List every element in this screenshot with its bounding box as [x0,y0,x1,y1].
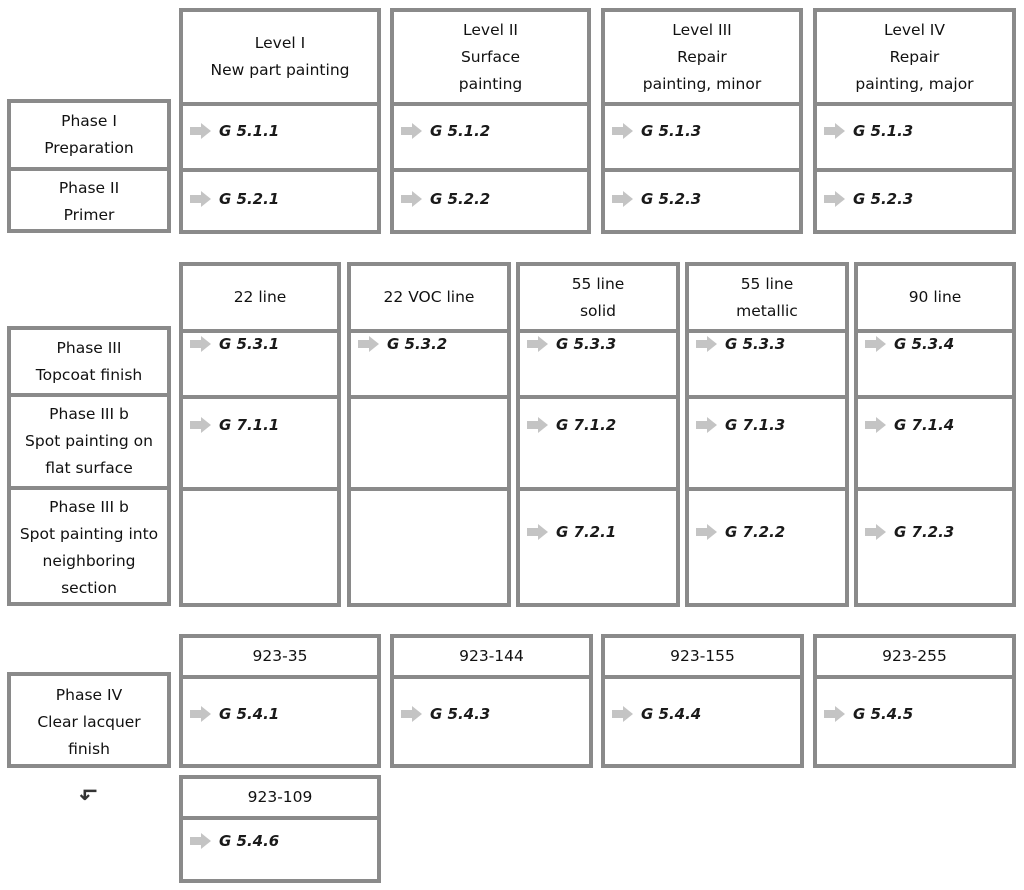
column-header [183,12,377,106]
reference-code: G 5.1.3 [641,122,702,140]
column-header-line: Level II [463,20,518,39]
matrix-cell [858,395,1012,487]
reference-code: G 7.2.2 [725,523,786,541]
column-header-line: 923-255 [882,647,947,665]
column-header-line: 923-109 [247,788,313,806]
matrix-cell [183,675,377,768]
column-header-text [253,643,308,670]
phase-label-line: section [61,579,117,597]
column-section3-4 [179,775,381,883]
reference-link[interactable] [613,705,701,723]
reference-code: G 5.1.2 [430,122,491,140]
column-section2-0 [179,262,341,607]
phase-label-line: Preparation [44,139,134,157]
right-arrow-icon [876,336,886,352]
reference-link[interactable] [528,416,616,434]
column-section1-2 [601,8,803,234]
reference-code: G 5.2.1 [219,190,280,208]
right-arrow-icon [201,336,211,352]
reference-code: G 7.1.3 [725,416,786,434]
matrix-cell [394,168,587,234]
matrix-cell [817,102,1012,168]
right-arrow-icon [835,191,845,207]
phase-label-line: Spot painting on [25,432,153,450]
reference-link[interactable] [191,832,279,850]
reference-link[interactable] [825,705,913,723]
reference-link[interactable] [191,705,279,723]
column-header-line: painting [458,74,523,93]
column-header-line: Level I [254,34,306,52]
column-section3-1 [390,634,593,768]
reference-code: G 5.2.3 [853,190,914,208]
phase-label [11,393,167,486]
reference-code: G 5.2.3 [641,190,702,208]
right-arrow-icon [538,336,548,352]
reference-link[interactable] [613,122,701,140]
matrix-cell [351,395,507,487]
reference-code: G 5.4.1 [219,705,280,723]
matrix-cell [183,487,337,607]
column-header [817,12,1012,106]
matrix-cell [520,487,676,607]
reference-link[interactable] [191,335,279,353]
reference-link[interactable] [697,523,785,541]
reference-link[interactable] [191,416,279,434]
column-header-line: Repair [677,47,727,66]
column-header-line: 22 line [233,288,287,306]
reference-code: G 5.4.5 [853,705,914,723]
reference-code: G 7.1.4 [894,416,955,434]
matrix-cell [817,168,1012,234]
phase-label-line: Primer [63,206,115,224]
reference-code: G 7.2.3 [894,523,955,541]
column-header-line: painting, minor [642,74,762,93]
column-header-line: Level IV [883,20,945,39]
right-arrow-icon [201,191,211,207]
column-header-text [459,17,523,98]
right-arrow-icon [876,524,886,540]
column-header-line: 22 VOC line [383,288,475,306]
column-header [858,266,1012,333]
column-header [183,266,337,333]
right-arrow-icon [835,706,845,722]
right-arrow-icon [876,417,886,433]
reference-link[interactable] [697,335,785,353]
phase-label [11,486,167,606]
matrix-cell [183,816,377,883]
reference-link[interactable] [191,122,279,140]
column-section3-3 [813,634,1016,768]
phase-label-line: Phase II [58,179,120,197]
right-arrow-icon [538,524,548,540]
matrix-cell [689,329,845,395]
column-header [605,12,799,106]
phase-label-line: Spot painting into [19,525,159,543]
column-header-line: 55 line [740,274,794,293]
column-header-text [384,284,475,311]
reference-link[interactable] [528,523,616,541]
reference-code: G 7.2.1 [556,523,617,541]
right-arrow-icon [369,336,379,352]
matrix-cell [394,675,589,768]
matrix-cell [351,329,507,395]
matrix-cell [689,487,845,607]
reference-code: G 5.4.6 [219,832,280,850]
reference-link[interactable] [402,190,490,208]
reference-link[interactable] [697,416,785,434]
phase-labels-section1 [7,99,171,233]
column-header-line: Repair [889,47,940,66]
phase-label [11,167,167,233]
column-header-line: 55 line [571,274,625,293]
column-header-line: metallic [736,301,798,320]
column-header [394,12,587,106]
matrix-cell [858,487,1012,607]
reference-code: G 5.3.3 [556,335,617,353]
column-header-line: 90 line [908,288,962,306]
column-section1-0 [179,8,381,234]
matrix-cell [183,168,377,234]
column-header-text [909,284,962,311]
reference-code: G 5.2.2 [430,190,491,208]
reference-link[interactable] [402,122,490,140]
column-header [605,638,800,679]
column-header-text [855,17,973,98]
column-header-text [882,643,947,670]
reference-code: G 5.4.4 [641,705,702,723]
reference-link[interactable] [825,122,913,140]
column-header-text [670,643,735,670]
phase-labels-section3 [7,672,171,768]
matrix-cell [605,675,800,768]
matrix-cell [351,487,507,607]
reference-code: G 5.4.3 [430,705,491,723]
right-arrow-icon [707,336,717,352]
column-section2-1 [347,262,511,607]
right-arrow-icon [623,123,633,139]
reference-code: G 5.3.3 [725,335,786,353]
reference-link[interactable] [866,335,954,353]
column-header-line: 923-155 [670,647,735,665]
reference-code: G 5.1.1 [219,122,280,140]
right-arrow-icon [623,191,633,207]
right-arrow-icon [201,417,211,433]
column-header-line: 923-144 [459,647,524,665]
right-arrow-icon [538,417,548,433]
column-header [394,638,589,679]
reference-link[interactable] [825,190,913,208]
reference-link[interactable] [359,335,447,353]
matrix-cell [605,168,799,234]
reference-link[interactable] [528,335,616,353]
matrix-cell [858,329,1012,395]
column-header-line: solid [579,301,616,320]
right-arrow-icon [707,524,717,540]
reference-code: G 5.1.3 [853,122,914,140]
reference-link[interactable] [866,523,954,541]
matrix-cell [394,102,587,168]
reference-link[interactable] [613,190,701,208]
hooked-arrow-icon: ↳ [74,785,100,804]
matrix-cell [520,329,676,395]
phase-label-line: Clear lacquer [37,712,141,731]
column-header-text [234,284,287,311]
matrix-cell [183,102,377,168]
matrix-cell [817,675,1012,768]
column-section2-3 [685,262,849,607]
column-section1-1 [390,8,591,234]
phase-label-line: Phase III [56,338,122,357]
right-arrow-icon [412,191,422,207]
column-header [689,266,845,333]
phase-label-line: Phase III b [49,498,129,516]
right-arrow-icon [201,123,211,139]
phase-label-line: flat surface [45,459,133,477]
phase-label-line: Phase III b [49,405,129,423]
column-section1-3 [813,8,1016,234]
column-section2-4 [854,262,1016,607]
phase-label-line: Phase IV [55,685,123,704]
reference-code: G 5.3.4 [894,335,955,353]
column-header-text [643,17,761,98]
column-header-line: New part painting [210,61,350,79]
right-arrow-icon [623,706,633,722]
phase-label-line: finish [68,739,110,758]
column-header-text [572,271,625,325]
phase-label [11,103,167,167]
column-header [183,779,377,820]
phase-labels-section2 [7,326,171,606]
matrix-cell [605,102,799,168]
reference-link[interactable] [402,705,490,723]
matrix-cell [183,329,337,395]
right-arrow-icon [201,706,211,722]
matrix-cell [689,395,845,487]
phase-label-line: neighboring [42,552,136,570]
column-header-text [459,643,524,670]
right-arrow-icon [201,833,211,849]
reference-code: G 7.1.2 [556,416,617,434]
column-header-text [248,784,313,811]
column-header-line: Level III [672,20,732,39]
reference-code: G 5.3.1 [219,335,280,353]
column-header-text [211,30,350,84]
column-section3-2 [601,634,804,768]
phase-label-line: Phase I [61,112,117,130]
right-arrow-icon [835,123,845,139]
column-header-line: Surface [460,47,521,66]
column-header [817,638,1012,679]
reference-link[interactable] [866,416,954,434]
column-header [183,638,377,679]
reference-code: G 5.3.2 [387,335,448,353]
phase-label [11,330,167,393]
column-header [351,266,507,333]
column-header [520,266,676,333]
column-header-text [736,271,798,325]
column-section3-0 [179,634,381,768]
matrix-cell [520,395,676,487]
right-arrow-icon [412,123,422,139]
right-arrow-icon [707,417,717,433]
matrix-cell [183,395,337,487]
column-header-line: 923-35 [252,647,308,665]
right-arrow-icon [412,706,422,722]
column-section2-2 [516,262,680,607]
reference-link[interactable] [191,190,279,208]
reference-code: G 7.1.1 [219,416,280,434]
phase-label [11,676,167,768]
phase-label-line: Topcoat finish [35,365,143,384]
column-header-line: painting, major [855,74,974,93]
